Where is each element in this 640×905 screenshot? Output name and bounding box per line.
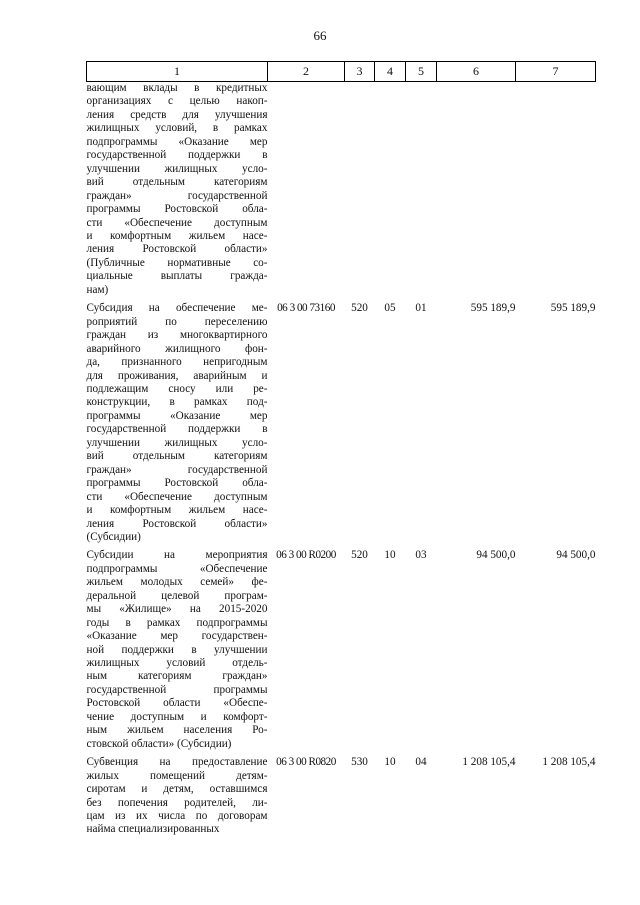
description-line: ления Ростовской области»: [86, 243, 268, 256]
description-line: роприятий по переселению: [86, 315, 268, 328]
description-line: улучшении жилищных усло-: [86, 162, 268, 175]
table-row: [87, 751, 596, 837]
description-line: граждан» государственной: [86, 189, 268, 202]
description-line: вий отдельным категориям: [86, 450, 268, 463]
target-article-code: [268, 82, 345, 298]
column-header-4: 4: [375, 62, 406, 82]
target-article-code: 06 3 00 R0820: [276, 756, 336, 769]
description-line: жилищных условий, в рамках: [86, 122, 268, 135]
description-line: ным категориям граждан»: [86, 670, 268, 683]
table-row: [87, 297, 596, 544]
description-line: вий отдельным категориям: [86, 176, 268, 189]
amount-col-6: 595 189,9: [470, 302, 516, 315]
expense-type-code: 520: [351, 302, 368, 315]
section-code: 10: [384, 756, 396, 769]
table-row: [87, 82, 596, 298]
amount-col-7: 94 500,0: [556, 549, 596, 562]
subsection-code: 04: [415, 756, 427, 769]
description-line: подпрограммы «Оказание мер: [86, 135, 268, 148]
description-line: организациях с целью накоп-: [86, 95, 268, 108]
row-description: [87, 82, 268, 298]
budget-table: [86, 61, 596, 837]
description-line: да, признанного непригодным: [86, 356, 268, 369]
table-row: [87, 544, 596, 751]
section-code: [375, 82, 406, 298]
column-header-6: 6: [437, 62, 516, 82]
description-line: найма специализированных: [86, 823, 220, 836]
row-description: [87, 297, 268, 544]
header-row: [87, 62, 596, 82]
description-line: годы в рамках подпрограммы: [86, 616, 268, 629]
column-header-1: 1: [87, 62, 268, 82]
amount-col-6: [437, 82, 516, 298]
expense-type-code: [345, 82, 375, 298]
description-line: жилищных условий отдель-: [86, 657, 268, 670]
description-line: циальные выплаты гражда-: [86, 270, 268, 283]
expense-type-code: 530: [351, 756, 368, 769]
description-line: аварийного жилищного фон-: [86, 342, 268, 355]
description-line: государственной программы: [86, 683, 268, 696]
row-description: [87, 544, 268, 751]
column-header-3: 3: [345, 62, 375, 82]
description-line: программы Ростовской обла-: [86, 477, 268, 490]
description-line: улучшении жилищных усло-: [86, 436, 268, 449]
description-line: (Субсидии): [86, 530, 141, 543]
description-line: сти «Обеспечение доступным: [86, 490, 268, 503]
description-line: чение доступным и комфорт-: [86, 710, 268, 723]
description-line: для проживания, аварийным и: [86, 369, 268, 382]
description-line: вающим вклады в кредитных: [86, 82, 268, 94]
description-line: и комфортным жильем насе-: [86, 229, 268, 242]
description-line: граждан из многоквартирного: [86, 329, 268, 342]
row-description: [87, 751, 268, 837]
description-line: ления Ростовской области»: [86, 517, 268, 530]
description-line: ным жильем населения Ро-: [86, 724, 268, 737]
subsection-code: [406, 82, 437, 298]
description-line: Субсидия на обеспечение ме-: [86, 302, 268, 315]
description-line: программы «Оказание мер: [86, 409, 268, 422]
expense-type-code: 520: [351, 549, 368, 562]
description-line: без попечения родителей, ли-: [86, 796, 268, 809]
description-line: конструкции, в рамках под-: [86, 396, 268, 409]
description-line: сти «Обеспечение доступным: [86, 216, 268, 229]
page-number: 66: [313, 28, 327, 43]
description-line: Субвенция на предоставление: [86, 756, 268, 769]
column-header-7: 7: [516, 62, 596, 82]
description-line: жильем молодых семей» фе-: [86, 576, 268, 589]
description-line: цам из их числа по договорам: [86, 810, 268, 823]
description-line: жилых помещений детям-: [86, 769, 268, 782]
description-line: «Оказание мер государствен-: [86, 630, 268, 643]
subsection-code: 03: [415, 549, 427, 562]
description-line: программы Ростовской обла-: [86, 203, 268, 216]
section-code: 10: [384, 549, 396, 562]
subsection-code: 01: [415, 302, 427, 315]
amount-col-7: [516, 82, 596, 298]
description-line: ной поддержки в улучшении: [86, 643, 268, 656]
description-line: (Публичные нормативные со-: [86, 256, 268, 269]
target-article-code: 06 3 00 R0200: [276, 549, 336, 562]
description-line: и комфортным жильем насе-: [86, 504, 268, 517]
amount-col-7: 595 189,9: [550, 302, 596, 315]
description-line: деральной целевой програм-: [86, 589, 268, 602]
column-header-2: 2: [268, 62, 345, 82]
description-line: нам): [86, 283, 109, 296]
description-line: мы «Жилище» на 2015-2020: [86, 603, 268, 616]
description-line: Ростовской области «Обеспе-: [86, 697, 268, 710]
description-line: подлежащим сносу или ре-: [86, 382, 268, 395]
description-line: государственной поддержки в: [86, 423, 268, 436]
amount-col-7: 1 208 105,4: [542, 756, 596, 769]
description-line: Субсидии на мероприятия: [86, 549, 268, 562]
description-line: стовской области» (Субсидии): [86, 737, 232, 750]
description-line: ления средств для улучшения: [86, 108, 268, 121]
column-header-5: 5: [406, 62, 437, 82]
amount-col-6: 1 208 105,4: [462, 756, 516, 769]
description-line: сиротам и детям, оставшимся: [86, 783, 268, 796]
description-line: государственной поддержки в: [86, 149, 268, 162]
description-line: граждан» государственной: [86, 463, 268, 476]
section-code: 05: [384, 302, 396, 315]
amount-col-6: 94 500,0: [476, 549, 516, 562]
description-line: подпрограммы «Обеспечение: [86, 562, 268, 575]
target-article-code: 06 3 00 73160: [277, 302, 335, 315]
